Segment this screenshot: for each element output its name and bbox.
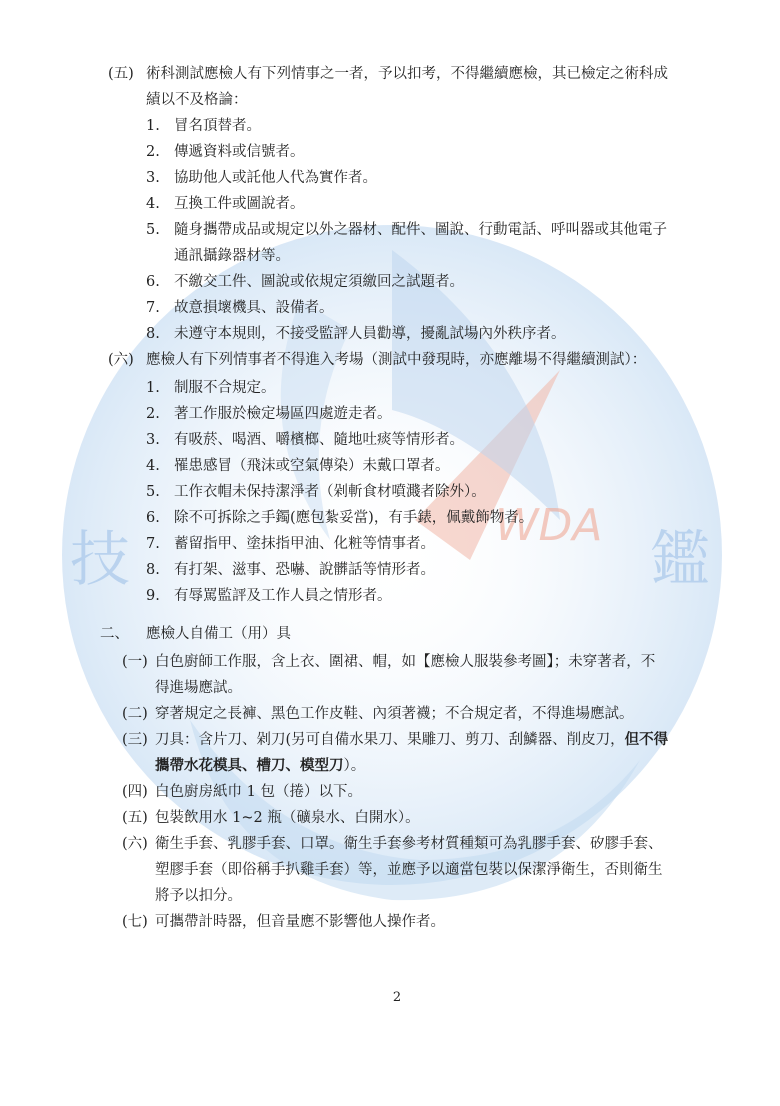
list-item-number: (七) — [122, 914, 148, 930]
list-item-number: 6. — [146, 274, 160, 290]
list-item: 包裝飲用水 1~2 瓶（礦泉水、白開水）。 — [155, 810, 420, 826]
list-item: 罹患感冒（飛沫或空氣傳染）未戴口罩者。 — [174, 458, 450, 474]
list-item-number: 2. — [146, 406, 160, 422]
list-item-number: 4. — [146, 196, 160, 212]
list-item-number: 8. — [146, 326, 160, 342]
watermark-left-char: 技 — [70, 525, 130, 595]
list-item-cont — [155, 756, 365, 776]
list-item: 不繳交工件、圖說或依規定須繳回之試題者。 — [174, 274, 464, 290]
watermark-right-char: 鑑 — [650, 525, 710, 595]
list-item-number: 4. — [146, 458, 160, 474]
list-item-number: 5. — [146, 222, 160, 238]
list-item-number: 6. — [146, 510, 160, 526]
list-item-number: (一) — [122, 654, 148, 670]
list-item: 隨身攜帶成品或規定以外之器材、配件、圖說、行動電話、呼叫器或其他電子 — [174, 222, 667, 238]
list-item: 互換工件或圖說者。 — [174, 196, 305, 212]
part-2-marker: 二、 — [100, 626, 129, 642]
list-item: 協助他人或託他人代為實作者。 — [174, 170, 377, 186]
list-item: 工作衣帽未保持潔淨者（剁斬食材噴濺者除外）。 — [174, 484, 486, 500]
list-item-cont: 將予以扣分。 — [155, 888, 242, 904]
section-5-marker: (五) — [108, 66, 134, 82]
list-item-number: (五) — [122, 810, 148, 826]
list-item: 故意損壞機具、設備者。 — [174, 300, 334, 316]
list-item: 有辱罵監評及工作人員之情形者。 — [174, 588, 392, 604]
list-item: 衛生手套、乳膠手套、口罩。衛生手套參考材質種類可為乳膠手套、矽膠手套、 — [155, 836, 663, 852]
list-item-number: 1. — [146, 118, 160, 134]
list-item: 未遵守本規則，不接受監評人員勸導，擾亂試場內外秩序者。 — [174, 326, 566, 342]
list-item-number: 1. — [146, 380, 160, 396]
list-item-number: 8. — [146, 562, 160, 578]
list-item-text: 刀具：含片刀、剁刀(另可自備水果刀、果雕刀、剪刀、刮鱗器、削皮刀， — [155, 732, 625, 748]
list-item: 著工作服於檢定場區四處遊走者。 — [174, 406, 392, 422]
list-item-number: 7. — [146, 300, 160, 316]
watermark-logo-text: WDA — [495, 500, 603, 551]
list-item-cont: 塑膠手套（即俗稱手扒雞手套）等，並應予以適當包裝以保潔淨衛生，否則衛生 — [155, 862, 663, 878]
list-item: 傳遞資料或信號者。 — [174, 144, 305, 160]
section-6-heading: 應檢人有下列情事者不得進入考場（測試中發現時，亦應離場不得繼續測試）： — [146, 352, 647, 368]
list-item-number: (二) — [122, 706, 148, 722]
list-item: 冒名頂替者。 — [174, 118, 261, 134]
list-item-cont: 通訊攝錄器材等。 — [174, 248, 290, 264]
list-item-text: ）。 — [343, 758, 366, 774]
list-item-number: (六) — [122, 836, 148, 852]
list-item — [155, 730, 668, 750]
list-item: 有吸菸、喝酒、嚼檳榔、隨地吐痰等情形者。 — [174, 432, 464, 448]
list-item-number: (四) — [122, 784, 148, 800]
section-6-marker: (六) — [108, 352, 134, 368]
page-number: 2 — [392, 990, 402, 1005]
part-2-heading: 應檢人自備工（用）具 — [146, 626, 291, 642]
list-item: 可攜帶計時器，但音量應不影響他人操作者。 — [155, 914, 445, 930]
list-item-number: 3. — [146, 170, 160, 186]
list-item: 白色廚師工作服，含上衣、圍裙、帽，如【應檢人服裝參考圖】；未穿著者，不 — [155, 654, 656, 670]
list-item: 蓄留指甲、塗抹指甲油、化粧等情事者。 — [174, 536, 435, 552]
section-5-heading-cont: 績以不及格論： — [146, 92, 248, 108]
bold-warning: 攜帶水花模具、槽刀、模型刀 — [155, 757, 344, 774]
list-item: 穿著規定之長褲、黑色工作皮鞋、內須著襪；不合規定者，不得進場應試。 — [155, 706, 634, 722]
list-item-number: 3. — [146, 432, 160, 448]
list-item: 白色廚房紙巾 1 包（捲）以下。 — [155, 784, 362, 800]
list-item: 制服不合規定。 — [174, 380, 276, 396]
list-item-number: 7. — [146, 536, 160, 552]
list-item-number: 2. — [146, 144, 160, 160]
section-5-heading: 術科測試應檢人有下列情事之一者，予以扣考，不得繼續應檢，其已檢定之術科成 — [146, 66, 668, 82]
list-item-number: 5. — [146, 484, 160, 500]
list-item-number: (三) — [122, 732, 148, 748]
list-item-number: 9. — [146, 588, 160, 604]
list-item-cont: 得進場應試。 — [155, 680, 242, 696]
list-item: 除不可拆除之手鐲(應包紮妥當)，有手錶，佩戴飾物者。 — [174, 510, 534, 526]
list-item: 有打架、滋事、恐嚇、說髒話等情形者。 — [174, 562, 435, 578]
bold-warning: 但不得 — [624, 731, 669, 748]
